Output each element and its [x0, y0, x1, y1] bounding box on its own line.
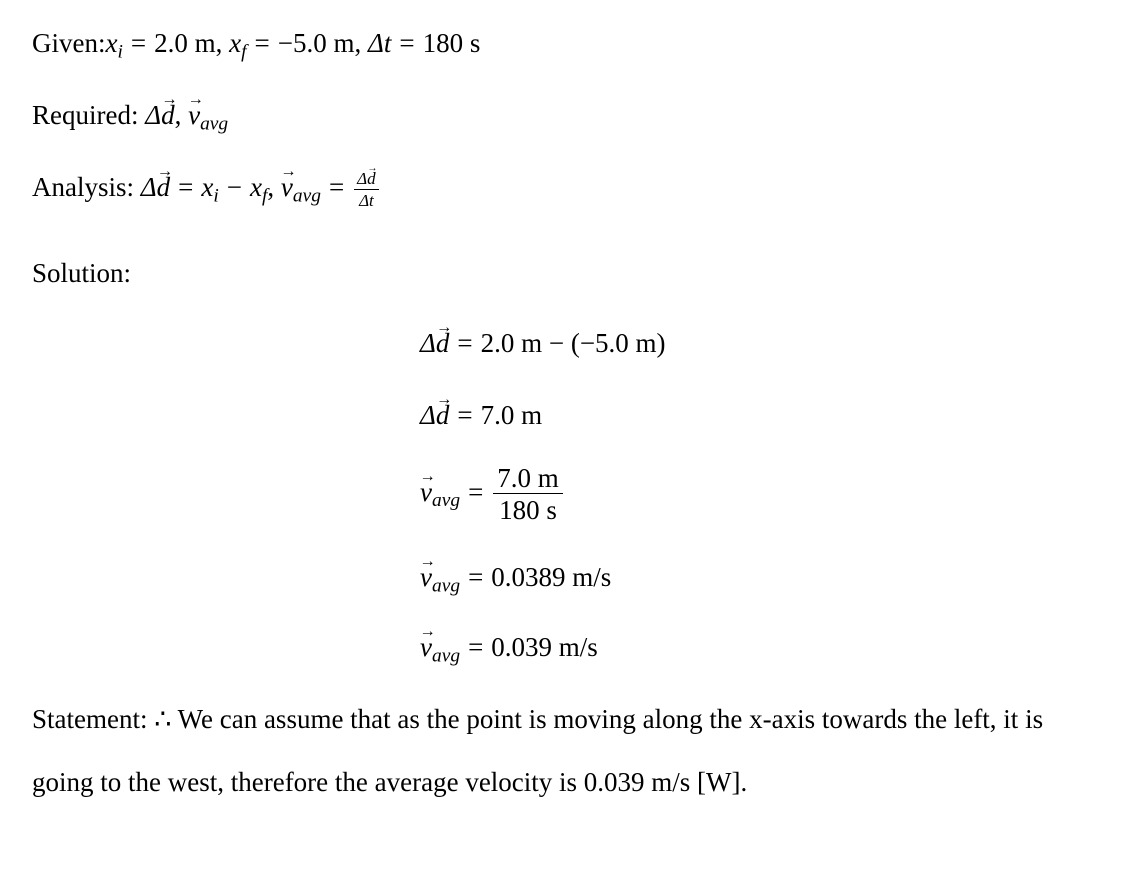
xi-var: x — [105, 28, 118, 58]
delta-symbol: Δ — [145, 100, 162, 130]
velocity-vector: → v — [281, 172, 293, 203]
velocity-vector: → v — [420, 632, 432, 663]
solution-step-3 — [420, 464, 565, 525]
delta-symbol: Δ — [140, 172, 157, 203]
comma: , — [215, 28, 223, 58]
fraction-numerator — [354, 170, 378, 190]
comma: , — [267, 172, 275, 203]
given-label: Given: — [32, 28, 106, 58]
equals-sign: = — [468, 562, 484, 592]
displacement-vector: → d — [367, 170, 376, 188]
delta-symbol: Δ — [420, 400, 436, 430]
avg-sub: avg — [200, 113, 229, 135]
given-line — [32, 28, 480, 63]
xf-var: x — [229, 28, 242, 58]
solution-step-4 — [420, 562, 611, 597]
avg-sub: avg — [292, 185, 321, 207]
statement-text-1: ∴ We can assume that as the point is moving along the x-axis towards the left, it is — [154, 704, 1044, 734]
avg-sub: avg — [431, 575, 461, 597]
displacement-vector: → d — [161, 100, 175, 131]
displacement-vector: → d — [436, 328, 450, 359]
delta-symbol: Δ — [357, 169, 368, 188]
xi-sub: i — [117, 41, 123, 63]
equals-sign: = — [130, 28, 147, 58]
fraction-denominator: Δt — [359, 190, 374, 210]
xi-value: 2.0 m — [154, 28, 216, 58]
step-5-rhs: 0.039 m/s — [491, 632, 598, 662]
equals-sign: = — [399, 28, 415, 58]
equals-sign: = — [178, 172, 194, 203]
xf-sub: f — [241, 41, 247, 63]
solution-step-2 — [420, 400, 542, 431]
required-label: Required: — [32, 100, 139, 130]
required-line — [32, 100, 228, 135]
solution-label: Solution: — [32, 258, 132, 288]
statement-line-2: going to the west, therefore the average velocity is 0.039 m/s [W]. — [32, 767, 748, 797]
equals-sign: = — [254, 28, 270, 58]
fraction-numerator: 7.0 m — [493, 464, 563, 494]
velocity-vector: → v — [420, 562, 432, 593]
step-1-rhs: 2.0 m − (−5.0 m) — [480, 328, 666, 358]
solution-step-1 — [420, 328, 666, 359]
equals-sign: = — [328, 172, 345, 203]
xf-sub: f — [261, 185, 268, 207]
dt-value: 180 s — [422, 28, 481, 58]
equals-sign: = — [468, 476, 484, 507]
equals-sign: = — [468, 632, 484, 662]
dt-var: Δt — [368, 28, 392, 58]
velocity-vector: → v — [420, 477, 432, 508]
displacement-vector: → d — [157, 172, 171, 203]
statement-line-1 — [32, 704, 1043, 735]
xf-var: x — [249, 172, 262, 203]
xi-sub: i — [213, 185, 219, 207]
velocity-fraction — [354, 170, 378, 210]
analysis-line — [32, 170, 381, 210]
fraction-denominator: 180 s — [499, 495, 557, 526]
analysis-label: Analysis: — [32, 172, 135, 203]
delta-symbol: Δ — [420, 328, 436, 358]
comma: , — [354, 28, 362, 58]
step-4-rhs: 0.0389 m/s — [491, 562, 612, 592]
displacement-vector: → d — [436, 400, 450, 431]
avg-sub: avg — [431, 645, 461, 667]
equals-sign: = — [457, 400, 473, 430]
minus-sign: − — [226, 172, 242, 203]
equals-sign: = — [457, 328, 473, 358]
solution-step-5 — [420, 632, 598, 667]
xf-value: −5.0 m — [277, 28, 355, 58]
comma: , — [174, 100, 182, 130]
statement-label: Statement: — [32, 704, 148, 734]
avg-sub: avg — [431, 489, 461, 511]
step-2-rhs: 7.0 m — [480, 400, 543, 430]
velocity-fraction — [493, 464, 563, 525]
xi-var: x — [201, 172, 214, 203]
velocity-vector: → v — [188, 100, 200, 131]
